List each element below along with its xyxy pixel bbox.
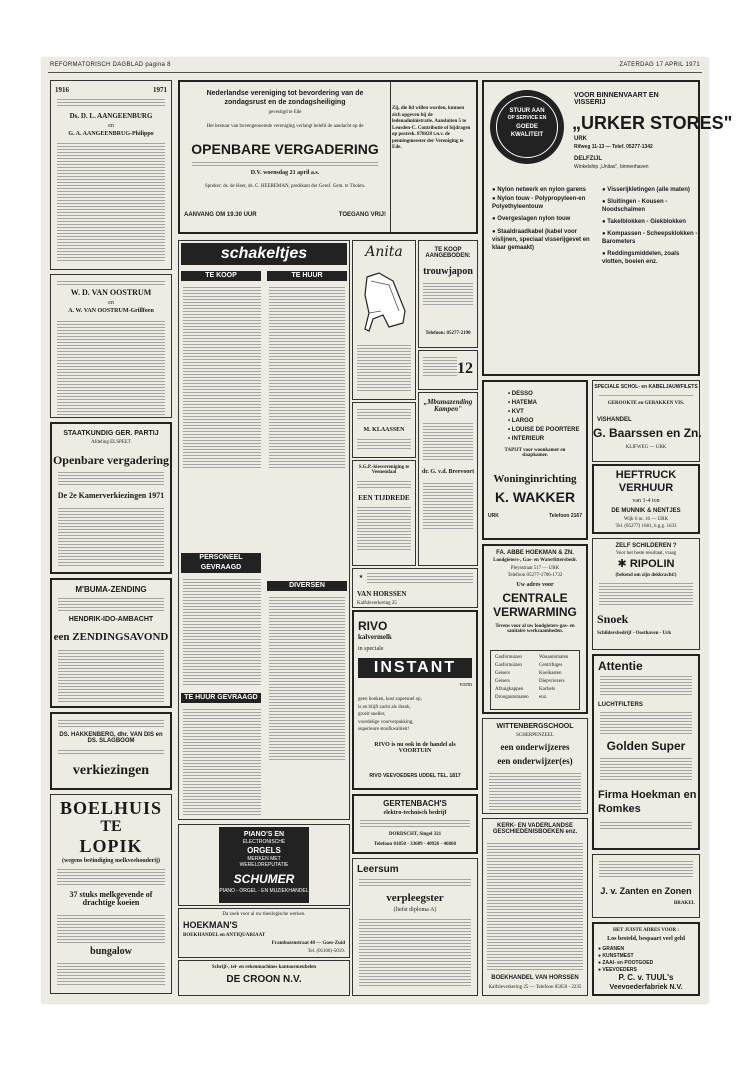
section-personeel-gevraagd: PERSONEEL GEVRAAGD [181, 553, 261, 573]
name-aangeenbrug: Ds. D. L. AANGEENBURG [69, 112, 153, 120]
ad-trouwjapon: TE KOOP AANGEBODEN: trouwjapon Telefoon: 05277-2190 [418, 240, 478, 348]
snoek-name: Snoek [597, 612, 629, 626]
ad-tuul-veevoederfabriek: HET JUISTE ADRES VOOR : Los besteld, bespaart veel geld ● GRANEN ● KUNSTMEST ● ZAAI- en POOTGOED ● VEEVOEDERS P. C. v. TUUL's Veevoederfabriek N.V. [592, 922, 700, 996]
page-header-date: ZATERDAG 17 APRIL 1971 [619, 62, 700, 68]
schumer-brand: SCHUMER [233, 872, 295, 886]
urker-item: ● Nylon touw - Polypropyleen-en Polyethyleentouw [492, 196, 586, 210]
bungalow-headline: bungalow [90, 946, 132, 957]
ad-sgp-veenendaal: S.G.P.-kiesvereniging te Veenendaal EEN TIJDREDE [352, 460, 416, 566]
urker-item: ● Takelblokken - Giekblokken [602, 219, 686, 225]
sgp-title: STAATKUNDIG GER. PARTIJ [63, 430, 159, 437]
verkiezingen-headline: verkiezingen [72, 763, 150, 778]
ad-rivo-kalvermelk: RIVO kalvermelk in speciale INSTANT vorm geen bonken, kost supersnel op, is en blijft zacht als drank, groeit sneller, voordelige voorverpakking, superieure stoofkwaliteit! RIVO is nu ook in de handel als VOORTUIN RIVO VEEVOEDERS UDDEL TEL. 1817 [352, 610, 478, 790]
ad-staatkundig-ger-partij: STAATKUNDIG GER. PARTIJ Afdeling ELSPEET Openbare vergadering De 2e Kamerverkiezingen 1971 [50, 422, 172, 574]
ad-verkiezingen: DS. HAKKENBERG, dhr. VAN DIS en DS. SLAGBOOM verkiezingen [50, 712, 172, 790]
shoe-illustration [359, 267, 411, 337]
urker-item: ● Staaldraadkabel (kabel voor vislijnen, speciaal visserijgevet en klaar gemaakt) [492, 229, 590, 251]
urker-item: ● Overgeslagen nylon touw [492, 216, 571, 222]
heftruck-headline: HEFTRUCK [615, 469, 677, 481]
name-van-oostrum: W. D. VAN OOSTRUM [70, 288, 152, 297]
ad-zondagsrust-vereniging: Nederlandse vereniging tot bevordering van de zondagsrust en de zondagsheiliging gevestigd te Ede Het bestuur van bovengenoemde vereniging verlangt belefd de aandacht op de OPENBARE VERGADERING D.V. woensdag 21 april a.s. Spreker: ds. de Heer, ds. C. HEEREMAN, predikant der Geref. Gem. te Tholen. AANVANG OM 19.30 UUR TOEGANG VRIJ! Zij, die lid willen worden, kunnen zich opgeven bij de ledenadministratie. Aansluiten 5 te Leusden-C. Contributie of bijdragen op postrek. 878828 t.n.v. de penningmeester der Vereniging te Ede. [178, 80, 478, 234]
vergadering-headline: OPENBARE VERGADERING [191, 141, 379, 157]
section-te-huur-gevraagd: TE HUUR GEVRAAGD [181, 693, 261, 703]
sgp-speech-title: De 2e Kamerverkiezingen 1971 [57, 491, 165, 500]
ad-attentie-hoekman-romkes: Attentie LUCHTFILTERS Golden Super Firma Hoekman en Romkes [592, 654, 700, 850]
ad-anita-shoe [352, 240, 416, 400]
trouwjapon-title: trouwjapon [423, 266, 473, 277]
ripolin-brand: ✱ RIPOLIN [617, 558, 675, 570]
verpleegster-headline: verpleegster [386, 892, 444, 904]
ad-hoekmans-boekhandel: Da zoek voor al uw theologische werken. HOEKMAN'S BOEKHANDEL en ANTIQUARIAAT Frambozenstraat 48 — Goes-Zuid Tel. (01100)-5019. [178, 908, 350, 958]
urker-item: ● Nylon netwerk en nylon garens [492, 187, 586, 193]
section-diversen: DIVERSEN [267, 581, 347, 591]
wakker-name: K. WAKKER [494, 489, 576, 505]
centrale-headline: CENTRALE [502, 591, 568, 605]
schakeltjes-title: schakeltjes [181, 243, 347, 265]
ad-hoekman-centrale-verwarming: FA. ABBE HOEKMAN & ZN. Loodgieters-, Gas- en Waterfittersbedr. Pleysstraat 517 — URK Telefoon 05277-1706-1732 Uw adres voor CENTRALE VERWARMING Tevens voor al uw loodgieters-gas- en sanitaire werkzaamheden. Gasfornuizen Gasfornuizen Geisers Geisers Afzuigkappen Droogautomaten Wasautomaten Centrifuges Koelkasten Diepvriezers Kachels enz. [482, 544, 588, 714]
year-end: 1971 [153, 86, 167, 94]
ad-van-oostrum: W. D. VAN OOSTRUM en A. W. VAN OOSTRUM-Grillfoen [50, 274, 172, 418]
ad-leersum-verpleegster: Leersum verpleegster (liefst diploma A) [352, 858, 478, 996]
ad-van-zanten: J. v. Zanten en Zonen BRAKEL [592, 854, 700, 918]
ad-baarssen-vishandel: SPECIALE SCHOL- en KABELJAUWFILETS GEROOKTE en GEBAKKEN VIS. VISHANDEL G. Baarssen en Zn. KLIFWEG — URK [592, 380, 700, 462]
koeien-headline: 37 stuks melkgevende of drachtige koeien [69, 890, 153, 908]
ad-mbumazending-kampen: „Mbumazending Kampen" dr. G. v.d. Breevoort [418, 392, 478, 566]
ad-mbuma-zending: M'BUMA-ZENDING HENDRIK-IDO-AMBACHT een ZENDINGSAVOND [50, 578, 172, 708]
urker-stores-title: „URKER STORES" [572, 113, 733, 133]
ad-nummer-12: 12 [418, 350, 478, 390]
name-aangeenbrug-philippo: G. A. AANGEENBRUG-Philippo [68, 131, 154, 137]
ad-boelhuis-lopik: BOELHUIS TE LOPIK (wegens beëindiging melkveehouderij) 37 stuks melkgevende of drachtige koeien bungalow [50, 794, 172, 994]
section-te-koop: TE KOOP [181, 271, 261, 281]
urker-item: ● Reddingsmiddelen, zoals vlotten, boeien enz. [602, 251, 680, 265]
urker-item: ● Visserijkletingen (alle maten) [602, 187, 690, 193]
ad-gertenbach: GERTENBACH'S elektro-technisch bedrijf DORDSCHT, Singel 321 Telefoon 01850 - 33689 - 40926 - 46868 [352, 794, 478, 854]
ad-urker-stores: STUUR AAN OP SERVICE EN GOEDE KWALITEIT VOOR BINNENVAART EN VISSERIJ „URKER STORES" URK Rifweg 11-13 — Telef. 05277-1342 DELFZIJL Winkelship „Unitas", binnenhaven ● Nylon netwerk en nylon garens ● Nylon touw - Polypropyleen-en Polyethyleentouw ● Overgeslagen nylon touw ● Staaldraadkabel (kabel voor vislijnen, speciaal visserijgevet en klaar gemaakt) ● Visserijkletingen (alle maten) ● Sluitingen - Kousen - Noodschalmen ● Takelblokken - Giekblokken ● Kompassen - Scheepsklokken - Barometers ● Reddingsmiddelen, zoals vlotten, boeien enz. [482, 80, 700, 376]
newspaper-page [42, 58, 733, 1003]
anita-brand: Anita [365, 244, 403, 260]
name-van-oostrum-grillfoen: A. W. VAN OOSTRUM-Grillfoen [68, 308, 154, 314]
ad-piano-schumer: PIANO'S EN ELECTRONISCHE ORGELS MERKEN MET WERELDREPUTATIE SCHUMER PIANO - ORGEL - EN MUZIEKHANDEL [178, 824, 350, 906]
ad-wittenbergschool: WITTENBERGSCHOOL SCHERPENZEEL een onderwijzeres een onderwijzer(es) [482, 718, 588, 814]
woninginrichting-headline: Woninginrichting [493, 473, 577, 485]
golden-super-brand: Golden Super [606, 739, 686, 753]
ad-wakker-woninginrichting: • DESSO • HATEMA • KVT • LARGO • LOUISE DE POORTERE • INTERIEUR TAPIJT voor woonkamer en slaapkamer. Woninginrichting K. WAKKER URK Telefoon 2167 [482, 380, 588, 540]
urker-item: ● Sluitingen - Kousen - Noodschalmen [602, 199, 668, 213]
baarssen-name: G. Baarssen en Zn. [593, 426, 702, 440]
sgp-headline: Openbare vergadering [52, 453, 170, 467]
ad-klaassen: M. KLAASSEN [352, 402, 416, 458]
ad-van-horssen: ★ VAN HORSSEN Kalfsleverkering 25 [352, 568, 478, 608]
ad-kerk-vaderlandse-boeken: KERK- EN VADERLANDSE GESCHIEDENISBOEKEN enz. BOEKHANDEL VAN HORSSEN Kalfsleverkering 25 — Telefoon 05050 - 2235 [482, 818, 588, 996]
ad-heftruck-verhuur: HEFTRUCK VERHUUR van 1-4 ton DE MUNNIK & NENTJES Wijk 6 nr. 16 — URK Tel. (05277) 1681, b.g.g. 1633 [592, 464, 700, 534]
ad-ripolin-snoek: ZELF SCHILDEREN ? Voor het beste resultaat, vraag ✱ RIPOLIN (bekend om zijn dekkracht!) Snoek Schildersbedrijf - Oosthaven - Urk [592, 538, 700, 650]
year-start: 1916 [55, 86, 69, 94]
section-te-huur: TE HUUR [267, 271, 347, 281]
ad-de-croon: Schrijf-, tel- en rekenmachines kantoormeubelen DE CROON N.V. [178, 960, 350, 996]
rivo-instant: INSTANT [358, 658, 472, 678]
urker-item: ● Kompassen - Scheepsklokken - Barometers [602, 231, 698, 245]
mbuma-headline: een ZENDINGSAVOND [53, 631, 169, 643]
vereniging-side-note: Zij, die lid willen worden, kunnen zich opgeven bij de ledenadministratie. Aansluiten 5 te Leusden-C. Contributie of bijdragen op postrek. 878828 t.n.v. de penningmeester der Vereniging te Ede. [392, 106, 471, 150]
rivo-brand: RIVO [358, 619, 388, 633]
boelhuis-title: BOELHUIS [59, 798, 163, 818]
classifieds-schakeltjes [178, 240, 350, 820]
ad-aangeenbrug-jubileum: 1916 1971 Ds. D. L. AANGEENBURG en G. A. AANGEENBRUG-Philippo [50, 80, 172, 270]
page-header-left: REFORMATORISCH DAGBLAD pagina 8 [50, 62, 171, 68]
header-rule [48, 72, 702, 73]
